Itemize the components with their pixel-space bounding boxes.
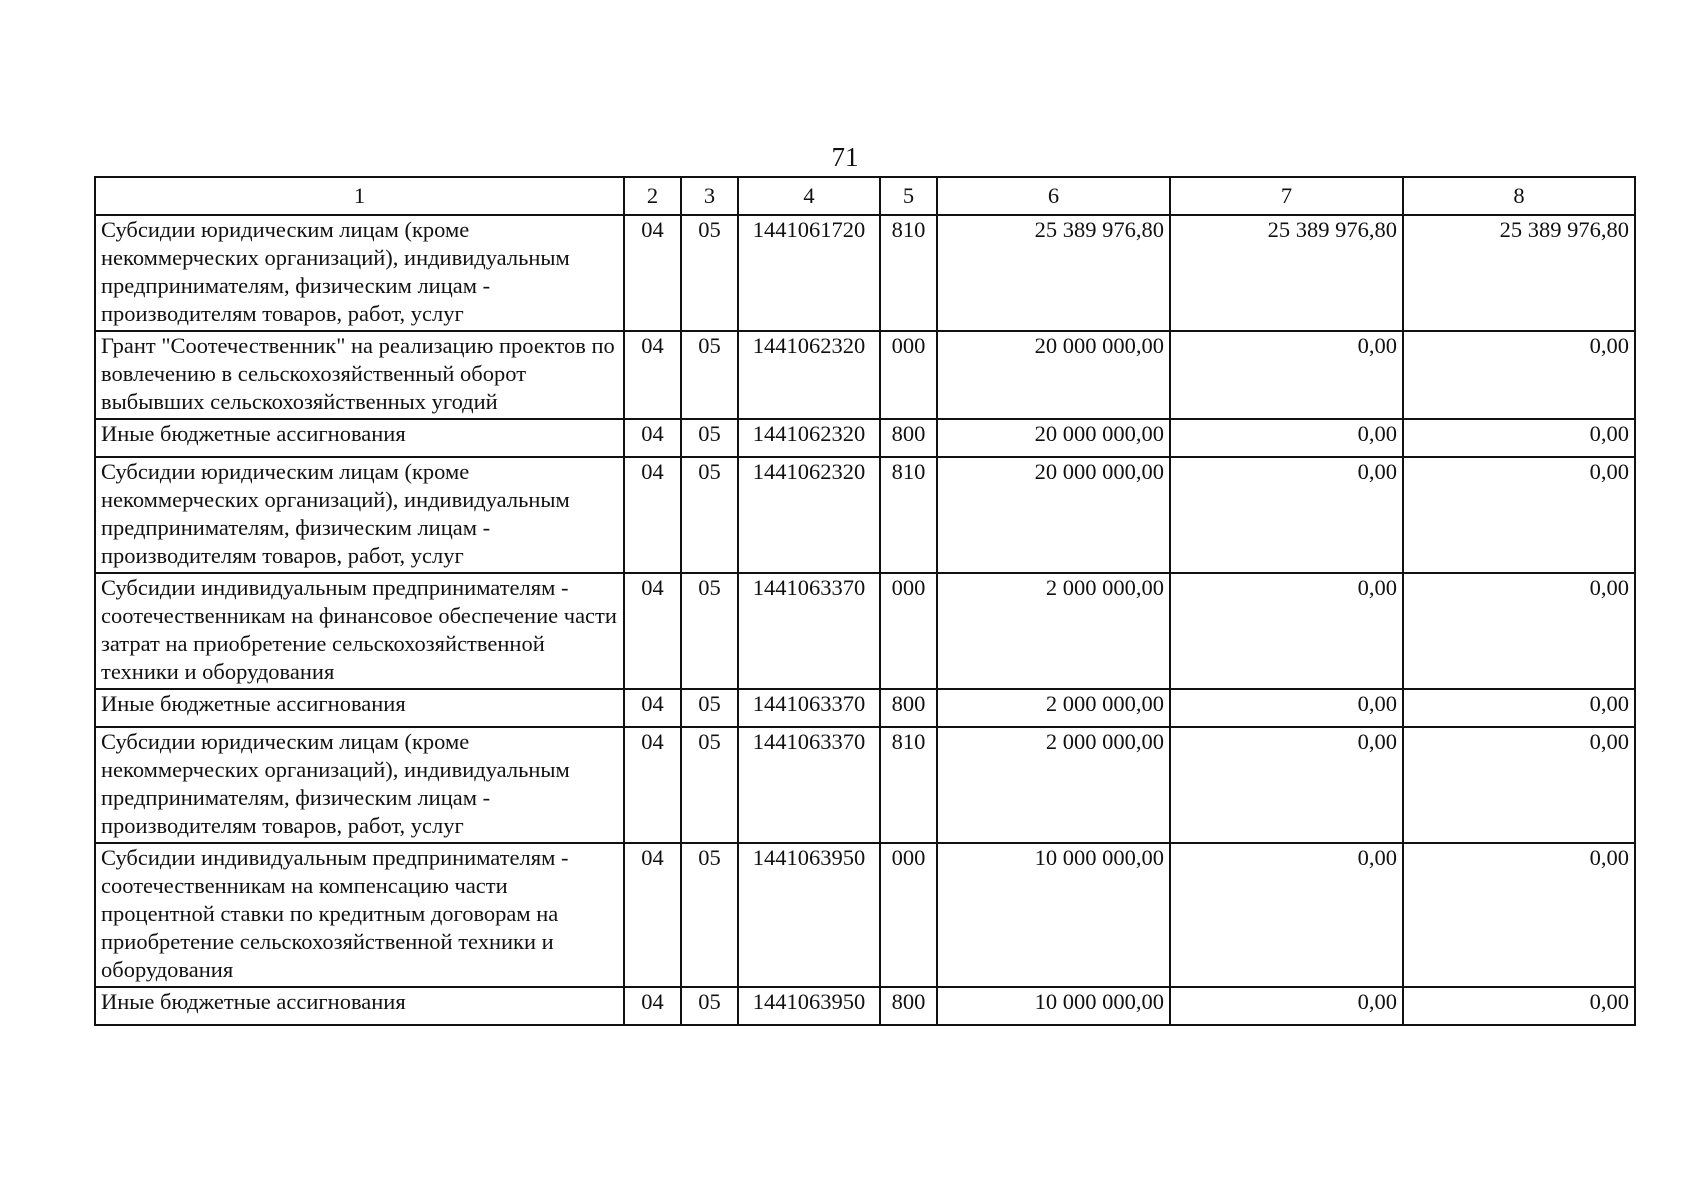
target-article-cell: 1441063950 <box>738 987 880 1025</box>
table-row <box>95 331 1635 419</box>
row-name-cell: Иные бюджетные ассигнования <box>95 987 624 1025</box>
amount-col7-cell: 0,00 <box>1170 727 1403 843</box>
subsection-code-cell: 05 <box>681 843 738 987</box>
target-article-cell: 1441063950 <box>738 843 880 987</box>
target-article-cell: 1441063370 <box>738 689 880 727</box>
subsection-code-cell: 05 <box>681 331 738 419</box>
header-cell: 1 <box>95 177 624 215</box>
section-code-cell: 04 <box>624 727 681 843</box>
subsection-code-cell: 05 <box>681 457 738 573</box>
header-cell: 5 <box>880 177 937 215</box>
table-row <box>95 573 1635 689</box>
amount-col6-cell: 20 000 000,00 <box>937 419 1170 457</box>
target-article-cell: 1441062320 <box>738 331 880 419</box>
header-cell: 6 <box>937 177 1170 215</box>
target-article-cell: 1441063370 <box>738 573 880 689</box>
section-code-cell: 04 <box>624 331 681 419</box>
table-row <box>95 727 1635 843</box>
row-name-cell: Субсидии юридическим лицам (кроме некоммерческих организаций), индивидуальным предпринимателям, физическим лицам - производителям товаров, работ, услуг <box>95 215 624 331</box>
table-row <box>95 457 1635 573</box>
row-name-cell: Иные бюджетные ассигнования <box>95 419 624 457</box>
section-code-cell: 04 <box>624 419 681 457</box>
header-cell: 4 <box>738 177 880 215</box>
section-code-cell: 04 <box>624 689 681 727</box>
header-cell: 7 <box>1170 177 1403 215</box>
header-cell: 8 <box>1403 177 1635 215</box>
section-code-cell: 04 <box>624 843 681 987</box>
header-row <box>95 177 1635 215</box>
amount-col8-cell: 0,00 <box>1403 689 1635 727</box>
expense-type-cell: 810 <box>880 457 937 573</box>
amount-col6-cell: 2 000 000,00 <box>937 573 1170 689</box>
amount-col6-cell: 25 389 976,80 <box>937 215 1170 331</box>
header-cell: 3 <box>681 177 738 215</box>
target-article-cell: 1441061720 <box>738 215 880 331</box>
section-code-cell: 04 <box>624 215 681 331</box>
subsection-code-cell: 05 <box>681 689 738 727</box>
row-name-cell: Субсидии юридическим лицам (кроме некоммерческих организаций), индивидуальным предпринимателям, физическим лицам - производителям товаров, работ, услуг <box>95 727 624 843</box>
table-row <box>95 987 1635 1025</box>
row-name-cell: Грант "Соотечественник" на реализацию проектов по вовлечению в сельскохозяйственный оборот выбывших сельскохозяйственных угодий <box>95 331 624 419</box>
subsection-code-cell: 05 <box>681 573 738 689</box>
section-code-cell: 04 <box>624 573 681 689</box>
expense-type-cell: 800 <box>880 689 937 727</box>
row-name-cell: Субсидии юридическим лицам (кроме некоммерческих организаций), индивидуальным предпринимателям, физическим лицам - производителям товаров, работ, услуг <box>95 457 624 573</box>
table-row <box>95 419 1635 457</box>
amount-col7-cell: 0,00 <box>1170 457 1403 573</box>
expense-type-cell: 000 <box>880 573 937 689</box>
amount-col8-cell: 0,00 <box>1403 419 1635 457</box>
amount-col7-cell: 0,00 <box>1170 689 1403 727</box>
amount-col6-cell: 10 000 000,00 <box>937 843 1170 987</box>
amount-col6-cell: 10 000 000,00 <box>937 987 1170 1025</box>
row-name-cell: Субсидии индивидуальным предпринимателям - соотечественникам на компенсацию части процентной ставки по кредитным договорам на приобретение сельскохозяйственной техники и оборудования <box>95 843 624 987</box>
amount-col8-cell: 0,00 <box>1403 987 1635 1025</box>
expense-type-cell: 000 <box>880 331 937 419</box>
table-row <box>95 843 1635 987</box>
expense-type-cell: 000 <box>880 843 937 987</box>
amount-col8-cell: 0,00 <box>1403 727 1635 843</box>
page-number: 71 <box>831 142 859 172</box>
target-article-cell: 1441063370 <box>738 727 880 843</box>
amount-col6-cell: 2 000 000,00 <box>937 689 1170 727</box>
expense-type-cell: 810 <box>880 727 937 843</box>
target-article-cell: 1441062320 <box>738 457 880 573</box>
amount-col8-cell: 25 389 976,80 <box>1403 215 1635 331</box>
target-article-cell: 1441062320 <box>738 419 880 457</box>
header-cell: 2 <box>624 177 681 215</box>
expense-type-cell: 810 <box>880 215 937 331</box>
amount-col6-cell: 2 000 000,00 <box>937 727 1170 843</box>
amount-col7-cell: 0,00 <box>1170 331 1403 419</box>
amount-col7-cell: 0,00 <box>1170 987 1403 1025</box>
amount-col7-cell: 0,00 <box>1170 843 1403 987</box>
amount-col6-cell: 20 000 000,00 <box>937 331 1170 419</box>
amount-col7-cell: 0,00 <box>1170 419 1403 457</box>
row-name-cell: Субсидии индивидуальным предпринимателям - соотечественникам на финансовое обеспечение части затрат на приобретение сельскохозяйственной техники и оборудования <box>95 573 624 689</box>
table-row <box>95 215 1635 331</box>
expense-type-cell: 800 <box>880 419 937 457</box>
expense-type-cell: 800 <box>880 987 937 1025</box>
subsection-code-cell: 05 <box>681 215 738 331</box>
amount-col6-cell: 20 000 000,00 <box>937 457 1170 573</box>
subsection-code-cell: 05 <box>681 987 738 1025</box>
amount-col8-cell: 0,00 <box>1403 457 1635 573</box>
subsection-code-cell: 05 <box>681 419 738 457</box>
section-code-cell: 04 <box>624 987 681 1025</box>
subsection-code-cell: 05 <box>681 727 738 843</box>
table-row <box>95 689 1635 727</box>
amount-col8-cell: 0,00 <box>1403 573 1635 689</box>
amount-col7-cell: 25 389 976,80 <box>1170 215 1403 331</box>
section-code-cell: 04 <box>624 457 681 573</box>
row-name-cell: Иные бюджетные ассигнования <box>95 689 624 727</box>
amount-col7-cell: 0,00 <box>1170 573 1403 689</box>
amount-col8-cell: 0,00 <box>1403 843 1635 987</box>
amount-col8-cell: 0,00 <box>1403 331 1635 419</box>
budget-table <box>94 176 1636 1026</box>
